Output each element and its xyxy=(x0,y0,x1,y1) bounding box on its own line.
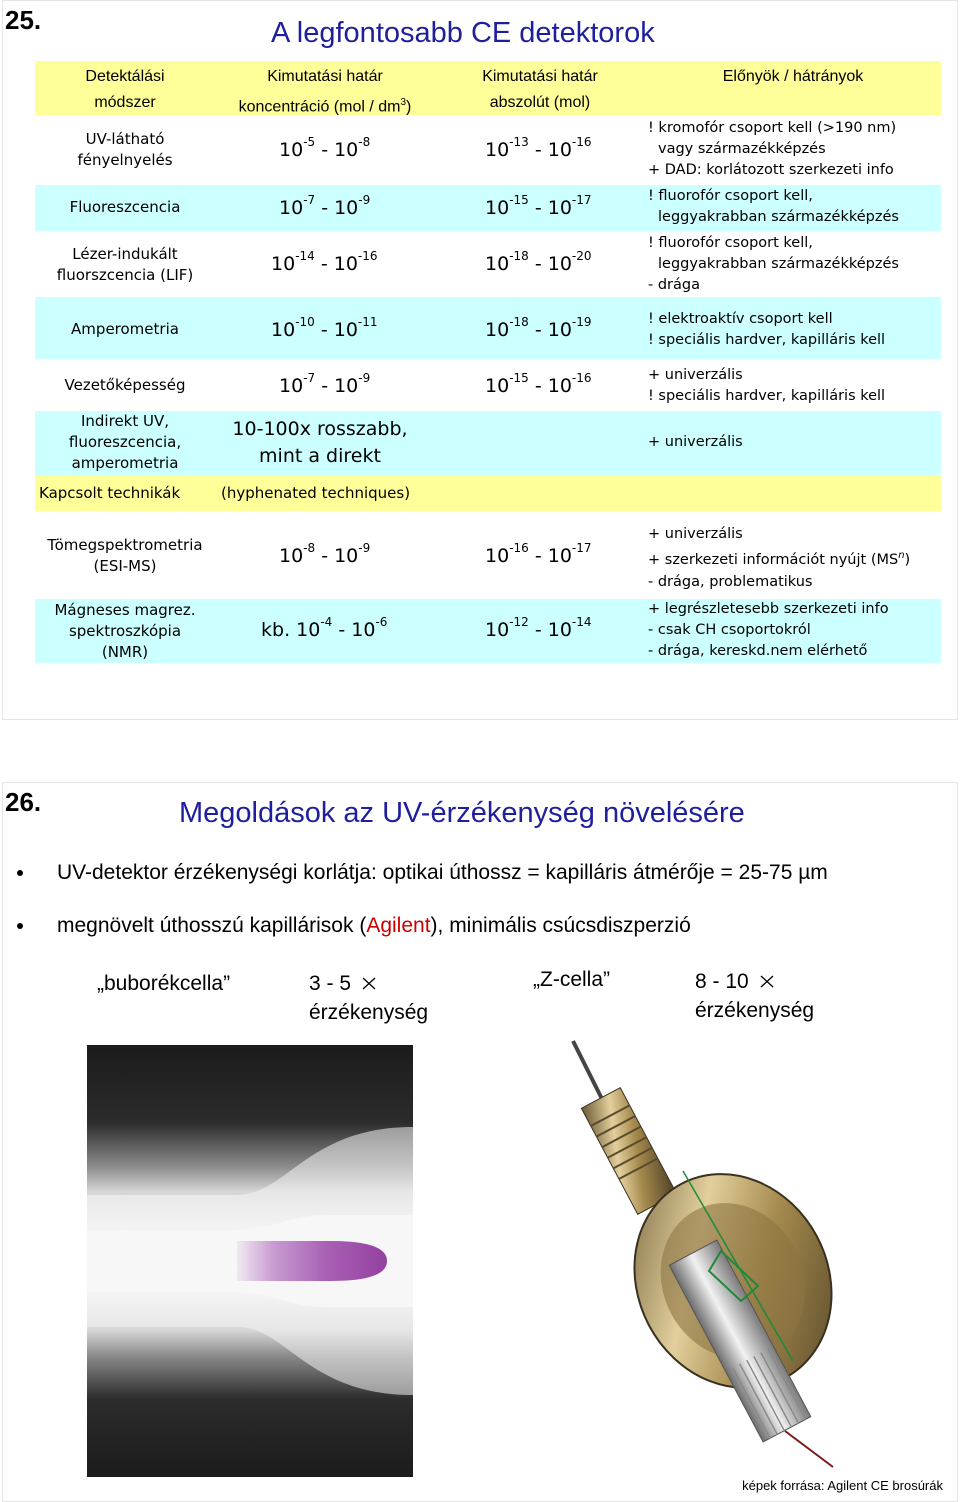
exp-base: 10 xyxy=(485,319,510,341)
header-conc-end: ) xyxy=(406,98,412,116)
method-line: Tömegspektrometria xyxy=(47,536,203,554)
note-end: ) xyxy=(904,551,911,568)
exp-base: 10 xyxy=(485,139,510,161)
note-line: + legrészletesebb szerkezeti info xyxy=(648,601,889,617)
factor-value: 8 - 10 xyxy=(695,970,749,993)
exp-base: 10 xyxy=(485,197,510,219)
notes-ms xyxy=(648,523,910,593)
exp-sup: -8 xyxy=(303,541,316,555)
exp-sup: -5 xyxy=(303,135,316,149)
exp-sup: -19 xyxy=(571,315,592,329)
header-abs-l2: abszolút (mol) xyxy=(489,94,591,111)
abs-ms xyxy=(485,541,592,567)
note-line: vagy származékképzés xyxy=(658,141,826,157)
exp-sup: -9 xyxy=(358,193,371,207)
exp-sup: -11 xyxy=(357,315,378,329)
exp-sup: -18 xyxy=(509,249,529,263)
conc-indirect-line: 10-100x rosszabb, xyxy=(232,418,408,440)
method-fluor: Fluoreszcencia xyxy=(69,198,181,216)
image-credit: képek forrása: Agilent CE brosúrák xyxy=(742,1478,943,1493)
method-conduct: Vezetőképesség xyxy=(64,376,186,394)
method-lif xyxy=(35,244,215,286)
bullet-text xyxy=(57,914,691,938)
exp-base: - 10 xyxy=(314,253,358,275)
agilent-highlight: Agilent xyxy=(366,914,431,937)
header-conc xyxy=(215,66,435,117)
conc-nmr xyxy=(261,615,388,641)
header-abs-l1: Kimutatási határ xyxy=(482,68,598,85)
note-line: leggyakrabban származékképzés xyxy=(658,256,899,272)
header-method xyxy=(35,66,215,113)
note-line: ! speciális hardver, kapilláris kell xyxy=(648,388,886,404)
exp-base: 10 xyxy=(279,545,304,567)
exp-sup: -4 xyxy=(320,615,333,629)
bubble-cell-factor xyxy=(309,969,428,1027)
exp-base: 10 xyxy=(485,619,510,641)
header-conc-l1: Kimutatási határ xyxy=(267,68,383,85)
bubble-cell-label: „buborékcella” xyxy=(97,972,231,995)
exp-base: - 10 xyxy=(314,319,358,341)
exp-base: 10 xyxy=(271,253,296,275)
bullet-text-part: ), minimális csúcsdiszperzió xyxy=(430,914,691,937)
exp-base: 10 xyxy=(485,253,510,275)
exp-base: - 10 xyxy=(528,253,572,275)
exp-base: - 10 xyxy=(528,139,572,161)
conc-fluor xyxy=(279,193,371,219)
exp-sup: -12 xyxy=(509,615,529,629)
abs-conduct xyxy=(485,371,592,397)
note-line: - csak CH csoportokról xyxy=(648,622,811,638)
conc-indirect-line: mint a direkt xyxy=(259,445,381,467)
exp-base: - 10 xyxy=(315,139,359,161)
exp-sup: -14 xyxy=(295,249,315,263)
z-cell-image xyxy=(563,1031,843,1471)
hyphenated-text: (hyphenated techniques) xyxy=(221,484,411,502)
method-indirect xyxy=(35,411,215,474)
exp-sup: -8 xyxy=(358,135,371,149)
notes-lif xyxy=(648,233,899,296)
conc-ampero xyxy=(271,315,378,341)
factor-sens: érzékenység xyxy=(309,1001,429,1024)
exp-base: - 10 xyxy=(528,319,572,341)
method-line: Mágneses magrez. xyxy=(54,601,196,619)
z-cell-factor xyxy=(695,967,814,1025)
exp-base: - 10 xyxy=(315,375,359,397)
slide-number: 26. xyxy=(5,787,42,817)
factor-sens: érzékenység xyxy=(695,999,815,1022)
exp-sup: -9 xyxy=(358,541,371,555)
note-line: leggyakrabban származékképzés xyxy=(658,209,899,225)
slide-title: Megoldások az UV-érzékenység növelésére xyxy=(179,797,745,829)
note-line: + univerzális xyxy=(648,367,743,383)
conc-indirect xyxy=(215,416,425,470)
method-line: Lézer-indukált xyxy=(72,245,178,263)
abs-fluor xyxy=(485,193,592,219)
conc-uv xyxy=(279,135,371,161)
exp-sup: -16 xyxy=(571,371,592,385)
method-line: Indirekt UV, xyxy=(80,412,170,430)
note-line: - drága, problematikus xyxy=(648,573,813,590)
note-line: - drága xyxy=(648,277,700,293)
note-line xyxy=(648,545,910,571)
notes-indirect xyxy=(648,432,743,453)
exp-sup: -20 xyxy=(571,249,592,263)
conc-lif xyxy=(271,249,378,275)
exp-sup: -14 xyxy=(571,615,592,629)
header-conc-sup: 3 xyxy=(400,97,407,108)
factor-value: 3 - 5 xyxy=(309,972,352,995)
abs-lif xyxy=(485,249,592,275)
exp-base: 10 xyxy=(485,375,510,397)
method-line: (NMR) xyxy=(101,643,149,661)
exp-base: 10 xyxy=(279,197,304,219)
abs-uv xyxy=(485,135,592,161)
method-nmr xyxy=(35,600,215,663)
exp-base: 10 xyxy=(279,375,304,397)
table-header xyxy=(35,61,941,115)
bullet-text-part: megnövelt úthosszú kapillárisok ( xyxy=(57,914,367,937)
note-line: ! elektroaktív csoport kell xyxy=(648,311,833,327)
analyte-zone xyxy=(237,1241,387,1281)
exp-sup: -13 xyxy=(509,135,529,149)
exp-sup: -15 xyxy=(509,193,529,207)
header-method-l2: módszer xyxy=(94,94,156,111)
exp-base: - 10 xyxy=(315,197,359,219)
hyphenated-label: Kapcsolt technikák xyxy=(39,484,181,502)
notes-ampero xyxy=(648,309,885,351)
header-conc-l2 xyxy=(215,92,435,117)
capillary-out xyxy=(785,1431,833,1467)
method-line: fluoreszcencia, xyxy=(68,433,182,451)
times-icon xyxy=(759,973,775,989)
abs-nmr xyxy=(485,615,592,641)
slide-number: 25. xyxy=(5,5,42,35)
header-abs xyxy=(435,66,645,113)
exp-base: - 10 xyxy=(528,545,572,567)
method-line: fényelnyelés xyxy=(77,151,173,169)
note-line: ! fluorofór csoport kell, xyxy=(648,235,813,251)
abs-ampero xyxy=(485,315,592,341)
bullet-text: UV-detektor érzékenységi korlátja: optikai úthossz = kapilláris átmérője = 25-75 µm xyxy=(57,861,828,884)
exp-sup: -16 xyxy=(571,135,592,149)
exp-sup: -10 xyxy=(295,315,315,329)
method-line: amperometria xyxy=(71,454,179,472)
exp-sup: -6 xyxy=(375,615,388,629)
note-line: - drága, kereskd.nem elérhető xyxy=(648,643,868,659)
z-cell-label: „Z-cella” xyxy=(533,968,610,991)
notes-uv xyxy=(648,118,896,181)
header-pros-cons: Előnyök / hátrányok xyxy=(722,68,864,85)
slide-title: A legfontosabb CE detektorok xyxy=(271,17,655,49)
exp-base: - 10 xyxy=(528,375,572,397)
method-ampero: Amperometria xyxy=(71,320,179,338)
method-ms xyxy=(35,535,215,577)
header-conc-text: koncentráció (mol / dm xyxy=(238,98,401,116)
notes-nmr xyxy=(648,599,889,662)
notes-conduct xyxy=(648,365,885,407)
bullet-dot xyxy=(17,870,23,876)
note-line: + univerzális xyxy=(648,526,743,542)
bubble-cell-image xyxy=(87,1045,413,1477)
exp-base: - 10 xyxy=(528,197,572,219)
note-line: ! speciális hardver, kapilláris kell xyxy=(648,332,886,348)
exp-base: - 10 xyxy=(315,545,359,567)
exp-sup: -15 xyxy=(509,371,529,385)
exp-sup: -9 xyxy=(358,371,371,385)
exp-base: kb. 10 xyxy=(261,619,321,641)
note-sup: n xyxy=(898,550,905,561)
exp-sup: -7 xyxy=(303,371,316,385)
exp-base: 10 xyxy=(271,319,296,341)
method-line: UV-látható xyxy=(85,130,165,148)
exp-base: 10 xyxy=(485,545,510,567)
method-line: spektroszkópia xyxy=(68,622,182,640)
exp-sup: -18 xyxy=(509,315,529,329)
exp-sup: -7 xyxy=(303,193,316,207)
method-line: (ESI-MS) xyxy=(93,557,157,575)
times-icon xyxy=(361,975,377,991)
exp-sup: -16 xyxy=(509,541,529,555)
method-uv xyxy=(35,129,215,171)
slide-26 xyxy=(2,782,958,1502)
exp-base: 10 xyxy=(279,139,304,161)
exp-sup: -17 xyxy=(571,193,592,207)
exp-sup: -16 xyxy=(357,249,378,263)
exp-base: - 10 xyxy=(332,619,376,641)
method-line: fluorszcencia (LIF) xyxy=(56,266,194,284)
exp-base: - 10 xyxy=(528,619,572,641)
note-line: ! fluorofór csoport kell, xyxy=(648,188,813,204)
note-line: ! kromofór csoport kell (>190 nm) xyxy=(648,120,897,136)
note-text: + szerkezeti információt nyújt (MS xyxy=(648,551,899,568)
conc-ms xyxy=(279,541,371,567)
exp-sup: -17 xyxy=(571,541,592,555)
note-line: + DAD: korlátozott szerkezeti info xyxy=(648,162,894,178)
notes-fluor xyxy=(648,186,899,228)
conc-conduct xyxy=(279,371,371,397)
header-method-l1: Detektálási xyxy=(85,68,165,85)
bullet-dot xyxy=(17,923,23,929)
note-line: + univerzális xyxy=(648,434,743,450)
slide-25 xyxy=(2,0,958,720)
